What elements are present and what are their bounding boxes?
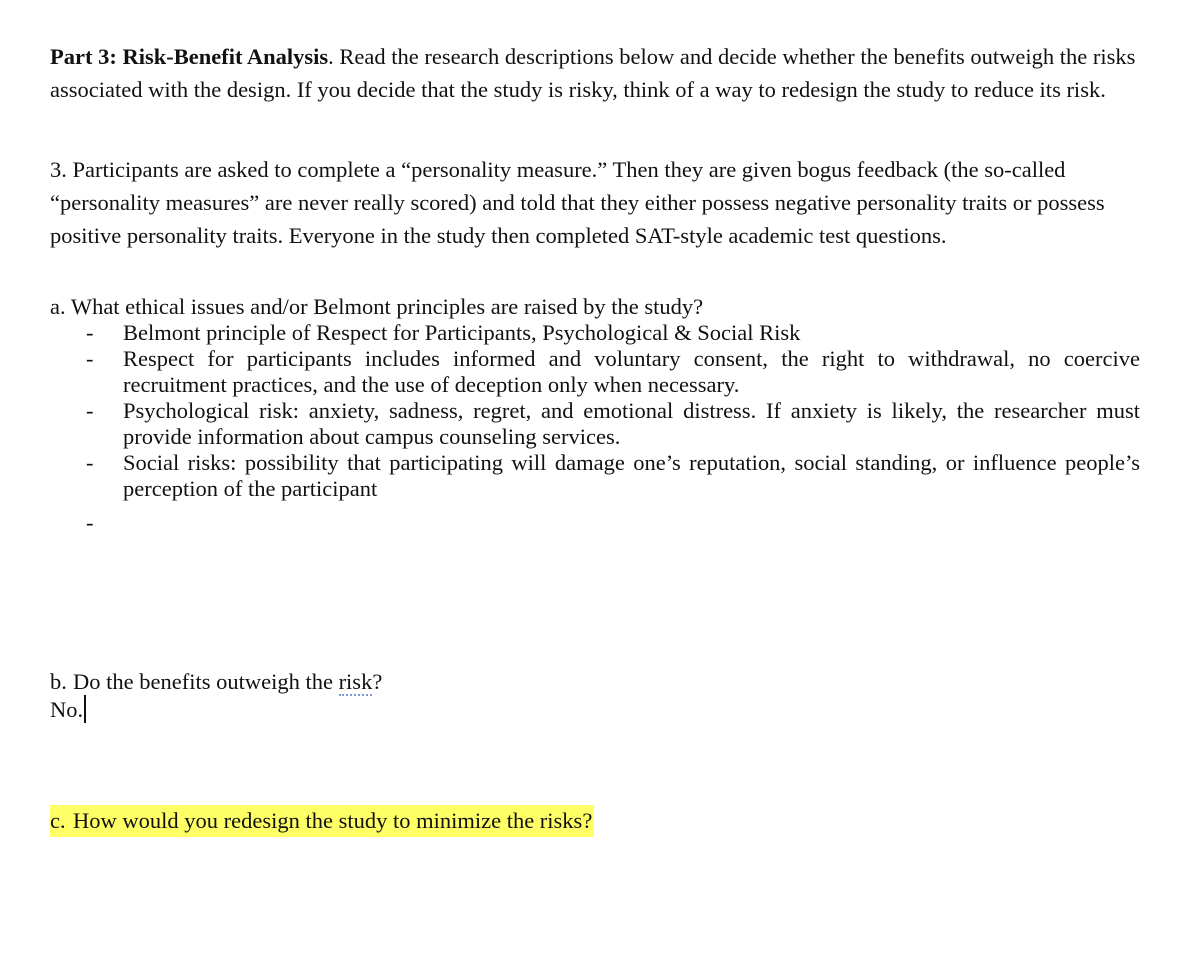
list-item-empty[interactable]	[86, 502, 1140, 536]
bullet-dash: -	[86, 398, 94, 423]
bullet-dash: -	[86, 320, 94, 345]
part-b-answer[interactable]	[50, 695, 1140, 723]
part-b-question-mark: ?	[372, 669, 383, 694]
part-a-bullet-list	[50, 320, 1140, 536]
list-item[interactable]	[86, 320, 1140, 346]
bullet-dash: -	[86, 450, 94, 475]
part-c-section	[50, 807, 1140, 835]
part-a-question: a. What ethical issues and/or Belmont principles are raised by the study?	[50, 294, 704, 319]
part-b-letter: b.	[50, 669, 67, 694]
spellcheck-flagged-word[interactable]: risk	[338, 669, 373, 694]
document-page[interactable]	[50, 40, 1140, 835]
answer-text[interactable]: No.	[50, 697, 84, 722]
highlighted-question[interactable]	[50, 805, 594, 837]
bullet-dash: -	[86, 346, 94, 371]
intro-paragraph	[50, 40, 1140, 106]
list-item[interactable]	[86, 398, 1140, 450]
bullet-text: Social risks: possibility that participating will damage one’s reputation, social standing, or influence people’s perception of the participant	[123, 450, 1140, 501]
part-c-question: How would you redesign the study to minimize the risks?	[73, 808, 593, 833]
bullet-text: Respect for participants includes informed and voluntary consent, the right to withdrawal, no coercive recruitment practices, and the use of deception only when necessary.	[123, 346, 1140, 397]
bullet-dash: -	[86, 510, 94, 535]
list-item[interactable]	[86, 346, 1140, 398]
question-3-paragraph: 3. Participants are asked to complete a “personality measure.” Then they are given bogus feedback (the so-called “personality measures” are never really scored) and told that they either possess negative personality traits or possess positive personality traits. Everyone in the study then completed SAT-style academic test questions.	[50, 157, 1105, 248]
text-cursor	[84, 695, 86, 723]
part-heading: Part 3: Risk-Benefit Analysis	[50, 44, 329, 69]
bullet-text: Psychological risk: anxiety, sadness, regret, and emotional distress. If anxiety is likely, the researcher must provide information about campus counseling services.	[123, 398, 1140, 449]
part-a-section	[50, 294, 1140, 536]
list-item[interactable]	[86, 450, 1140, 502]
part-b-question-text: Do the benefits outweigh the	[73, 669, 339, 694]
bullet-text: Belmont principle of Respect for Participants, Psychological & Social Risk	[123, 320, 801, 345]
part-c-letter: c.	[50, 808, 66, 833]
intro-text: . Read the research descriptions below and decide whether the benefits outweigh the risks associated with the design. If you decide that the study is risky, think of a way to redesign the study to reduce its risk.	[50, 44, 1136, 102]
part-b-section	[50, 668, 1140, 723]
part-b-question	[50, 668, 1140, 695]
